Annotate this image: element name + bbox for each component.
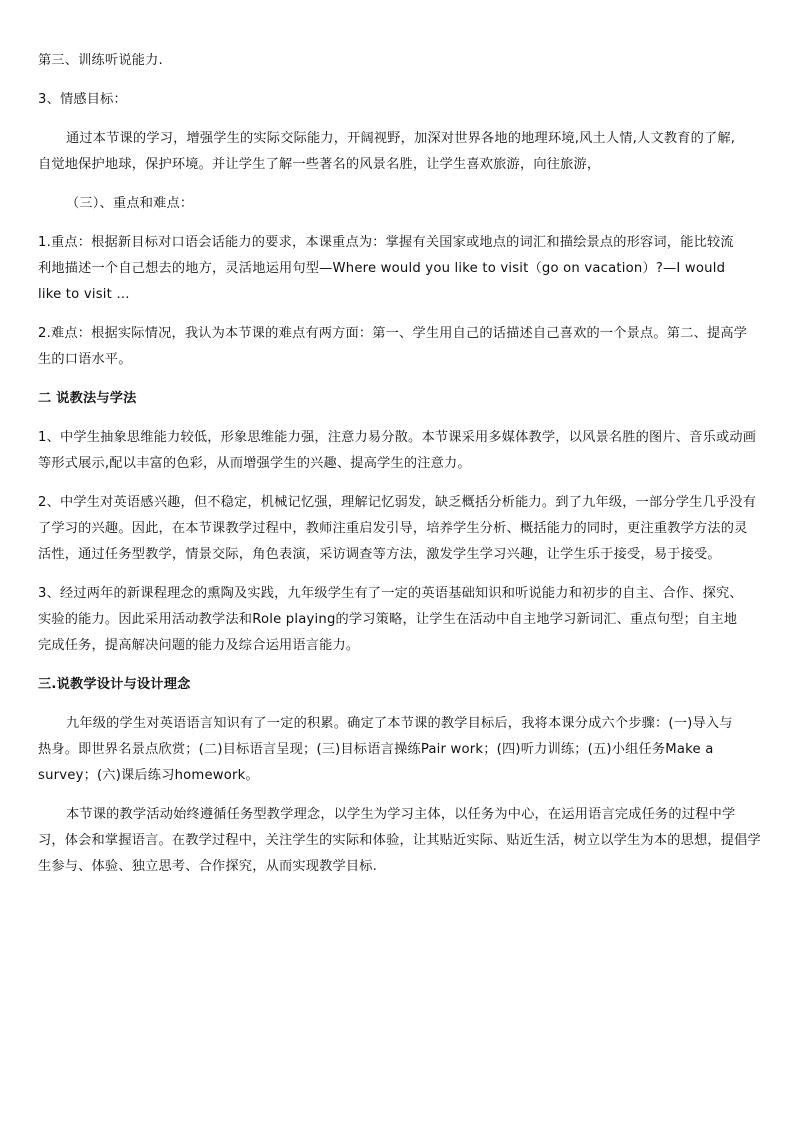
paragraph-line: 利地描述一个自己想去的地方，灵活地运用句型—Where would you like to visit（go on vacation）?—I would [38, 261, 726, 276]
paragraph-line: 等形式展示,配以丰富的色彩，从而增强学生的兴趣、提高学生的注意力。 [38, 456, 471, 471]
paragraph-line: 习，体会和掌握语言。在教学过程中，关注学生的实际和体验，让其贴近实际、贴近生活，树立以学生为本的思想，提倡学 [38, 833, 761, 848]
paragraph-line: 热身。即世界名景点欣赏；(二)目标语言呈现；(三)目标语言操练Pair work；(四)听力训练；(五)小组任务Make a [38, 742, 714, 757]
paragraph-line: 2、中学生对英语感兴趣，但不稳定，机械记忆强，理解记忆弱发，缺乏概括分析能力。到了九年级，一部分学生几乎没有 [38, 495, 757, 510]
paragraph-line: 活性，通过任务型教学，情景交际，角色表演，采访调查等方法，激发学生学习兴趣，让学生乐于接受，易于接受。 [38, 547, 721, 562]
paragraph-line: survey；(六)课后练习homework。 [38, 768, 259, 783]
paragraph-line: 实验的能力。因此采用活动教学法和Role playing的学习策略，让学生在活动中自主地学习新词汇、重点句型；自主地 [38, 612, 738, 627]
paragraph-line: 通过本节课的学习，增强学生的实际交际能力，开阔视野，加深对世界各地的地理环境,风土人情,人文教育的了解, [66, 131, 736, 146]
paragraph-line: 生的口语水平。 [38, 352, 132, 367]
paragraph-line: like to visit … [38, 287, 130, 302]
paragraph-line: 1、中学生抽象思维能力较低，形象思维能力强，注意力易分散。本节课采用多媒体教学，以风景名胜的图片、音乐或动画 [38, 430, 757, 445]
section-heading: 三.说教学设计与设计理念 [38, 677, 191, 692]
section-heading: （三）、重点和难点： [66, 196, 194, 211]
paragraph-line: 生参与、体验、独立思考、合作探究，从而实现教学目标. [38, 859, 378, 874]
paragraph-line: 3、经过两年的新课程理念的熏陶及实践，九年级学生有了一定的英语基础知识和听说能力和初步的自主、合作、探究、 [38, 586, 743, 601]
paragraph-line: 了学习的兴趣。因此，在本节课教学过程中，教师注重启发引导，培养学生分析、概括能力的同时，更注重教学方法的灵 [38, 521, 748, 536]
paragraph-line: 1.重点：根据新目标对口语会话能力的要求，本课重点为：掌握有关国家或地点的词汇和描绘景点的形容词，能比较流 [38, 235, 734, 250]
paragraph-line: 九年级的学生对英语语言知识有了一定的积累。确定了本节课的教学目标后，我将本课分成六个步骤：(一)导入与 [66, 716, 733, 731]
paragraph-line: 自觉地保护地球，保护环境。并让学生了解一些著名的风景名胜，让学生喜欢旅游，向往旅游， [38, 157, 601, 172]
section-heading: 3、情感目标： [38, 92, 127, 107]
section-heading: 二 说教法与学法 [38, 391, 137, 406]
paragraph-line: 完成任务，提高解决问题的能力及综合运用语言能力。 [38, 638, 360, 653]
document-page [38, 48, 764, 880]
text-line: 第三、训练听说能力. [38, 53, 163, 68]
paragraph-line: 2.难点：根据实际情况，我认为本节课的难点有两方面：第一、学生用自己的话描述自己喜欢的一个景点。第二、提高学 [38, 326, 748, 341]
paragraph-line: 本节课的教学活动始终遵循任务型教学理念，以学生为学习主体，以任务为中心，在运用语言完成任务的过程中学 [66, 807, 736, 822]
